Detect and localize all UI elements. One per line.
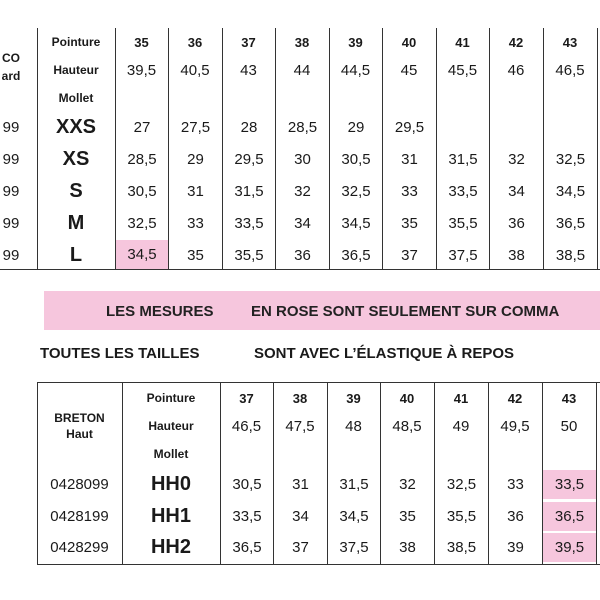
table2-hauteur-cell: 49,5: [500, 417, 530, 435]
table1-mollet-cell: 35,5: [234, 246, 264, 264]
table1-mollet-cell: 27,5: [180, 118, 211, 136]
table1-code-cell: 99: [2, 118, 20, 136]
table1-pointure-cell: 42: [508, 34, 524, 50]
table1-mollet-cell: 29: [347, 118, 365, 136]
table2-grid-hline: [37, 382, 600, 383]
table2-hauteur-cell: 46,5: [231, 417, 262, 435]
table2-hauteur-cell: 47,5: [285, 417, 315, 435]
table2-mollet-cell: 38: [399, 539, 416, 556]
table1-mollet-cell: 30: [294, 150, 311, 168]
table2-pointure-cell: 41: [453, 390, 469, 406]
table1-size-label: L: [69, 243, 83, 266]
table1-mollet-cell: 35,5: [448, 214, 478, 232]
table1-hauteur-cell: 40,5: [180, 61, 210, 79]
table2-mollet-cell: 37: [292, 539, 309, 556]
table2-size-label: HH0: [150, 472, 191, 495]
table1-mollet-cell: 28: [240, 118, 258, 136]
table1-mollet-cell: 31,5: [234, 182, 264, 200]
table2-size-label: HH2: [150, 535, 191, 558]
table2-mollet-cell: 35: [399, 508, 416, 525]
table2-grid-hline: [37, 564, 600, 565]
table2-mollet-cell: 39,5: [543, 533, 596, 562]
table1-hauteur-cell: 43: [240, 61, 257, 79]
table2-mollet-cell: 33,5: [543, 470, 596, 499]
table1-mollet-cell: 29,5: [394, 118, 425, 136]
table2-code-cell: 0428299: [50, 538, 109, 556]
table2-mollet-cell: 30,5: [232, 476, 262, 493]
table2-mollet-cell: 33,5: [232, 508, 262, 525]
table2-pointure-cell: 40: [399, 390, 415, 406]
table1-size-label: S: [69, 179, 83, 202]
table2-pointure-cell: 42: [507, 390, 523, 406]
table1-mollet-cell: 36,5: [555, 214, 586, 232]
table1-mollet-cell: 34,5: [555, 182, 586, 200]
table1-mollet-cell: 30,5: [341, 150, 371, 168]
table1-size-label: M: [67, 211, 85, 234]
table2-code-cell: 0428099: [50, 475, 109, 493]
table2-mollet-cell: 35,5: [446, 508, 477, 525]
table1-pointure-cell: 40: [401, 34, 417, 50]
table1-mollet-cell: 28,5: [127, 150, 157, 168]
table1-pointure-cell: 39: [348, 34, 363, 50]
table1-mollet-cell: 37,5: [448, 246, 478, 264]
table1-mollet-cell: 31: [187, 182, 204, 200]
table1-size-label: XS: [62, 147, 90, 170]
table2-row-label: Mollet: [153, 447, 189, 461]
table1-mollet-cell: 33,5: [448, 182, 478, 200]
table2-size-label: HH1: [150, 504, 191, 527]
table1-hauteur-cell: 39,5: [126, 61, 157, 79]
table1-pointure-cell: 36: [187, 34, 203, 50]
table1-code-cell: 99: [2, 150, 20, 168]
table1-hauteur-cell: 46: [507, 61, 525, 79]
table1-mollet-cell: 29: [187, 150, 204, 168]
table1-hauteur-cell: 45: [400, 61, 418, 79]
table1-mollet-cell: 34: [508, 182, 525, 200]
table2-mollet-cell: 33: [507, 476, 524, 493]
table1-mollet-cell: 36,5: [341, 246, 371, 264]
table2-pointure-cell: 37: [239, 390, 254, 406]
table1-mollet-cell: 35: [401, 214, 418, 232]
table2-row-label: Pointure: [146, 391, 196, 405]
table1-mollet-cell: 36: [508, 214, 525, 232]
table1-pointure-cell: 43: [562, 34, 578, 50]
table1-row-label: Hauteur: [53, 63, 99, 77]
table1-left-label: CO: [2, 51, 20, 65]
table2-mollet-cell: 36,5: [543, 502, 596, 531]
table1-row-label: Mollet: [58, 91, 94, 105]
banner-text-part2: EN ROSE SONT SEULEMENT SUR COMMA: [251, 303, 560, 320]
table1-mollet-cell: 32: [508, 150, 525, 168]
table1-pointure-cell: 41: [455, 34, 470, 50]
table1-mollet-cell: 31,5: [448, 150, 478, 168]
table1-pointure-cell: 37: [241, 34, 256, 50]
note-text-part1: TOUTES LES TAILLES: [40, 345, 200, 362]
table1-hauteur-cell: 45,5: [447, 61, 478, 79]
table1-mollet-cell: 38: [508, 246, 525, 264]
table2-mollet-cell: 34,5: [339, 508, 369, 525]
table1-code-cell: 99: [2, 214, 20, 232]
table1-mollet-cell: 37: [401, 246, 418, 264]
table2-mollet-cell: 38,5: [446, 539, 477, 556]
table1-mollet-cell: 36: [294, 246, 311, 264]
table2-mollet-cell: 31: [292, 476, 309, 493]
table1-mollet-cell: 32: [294, 182, 311, 200]
table2-row-label: Hauteur: [148, 419, 194, 433]
table1-mollet-cell: 34: [294, 214, 311, 232]
table2-mollet-cell: 36,5: [232, 539, 262, 556]
table2-mollet-cell: 36: [507, 508, 524, 525]
table1-mollet-cell: 28,5: [287, 118, 318, 136]
table2-pointure-cell: 43: [561, 390, 577, 406]
table1-mollet-cell: 32,5: [127, 214, 157, 232]
table1-code-cell: 99: [2, 246, 20, 264]
table2-hauteur-cell: 50: [560, 417, 578, 435]
table2-hauteur-cell: 48,5: [392, 417, 422, 435]
table2-mollet-cell: 37,5: [339, 539, 369, 556]
table1-mollet-cell: 29,5: [234, 150, 264, 168]
table1-hauteur-cell: 44: [293, 61, 311, 79]
table1-mollet-cell: 30,5: [127, 182, 157, 200]
table2-mollet-cell: 31,5: [339, 476, 369, 493]
table1-row-label: Pointure: [51, 35, 101, 49]
table1-hauteur-cell: 46,5: [555, 61, 585, 79]
table1-hauteur-cell: 44,5: [340, 61, 371, 79]
table1-left-label: ard: [1, 69, 21, 83]
table1-size-label: XXS: [55, 115, 97, 138]
table1-mollet-cell: 34,5: [341, 214, 371, 232]
table2-mollet-cell: 32,5: [446, 476, 477, 493]
table1-mollet-cell: 32,5: [555, 150, 586, 168]
table2-model-label: BRETON: [54, 411, 105, 425]
table1-code-cell: 99: [2, 182, 20, 200]
table2-pointure-cell: 38: [292, 390, 308, 406]
table2-mollet-cell: 32: [399, 476, 416, 493]
banner-text-part1: LES MESURES: [106, 303, 214, 320]
table1-mollet-cell: 33: [401, 182, 418, 200]
note-text-part2: SONT AVEC L’ÉLASTIQUE À REPOS: [254, 345, 515, 362]
table2-code-cell: 0428199: [50, 507, 109, 525]
table1-mollet-cell: 38,5: [555, 246, 586, 264]
table1-mollet-cell: 33: [187, 214, 204, 232]
table1-mollet-cell: 31: [401, 150, 418, 168]
table2-grid-vline: [596, 383, 597, 564]
table1-mollet-cell: 34,5: [116, 240, 168, 269]
table1-mollet-cell: 33,5: [234, 214, 264, 232]
table2-hauteur-cell: 49: [452, 417, 470, 435]
table1-mollet-cell: 32,5: [341, 182, 371, 200]
table1-mollet-cell: 35: [187, 246, 204, 264]
table2-hauteur-cell: 48: [345, 417, 362, 435]
table1-pointure-cell: 38: [294, 34, 310, 50]
table2-pointure-cell: 39: [346, 390, 361, 406]
table2-mollet-cell: 39: [507, 539, 524, 556]
table2-mollet-cell: 34: [292, 508, 309, 525]
table1-mollet-cell: 27: [133, 118, 151, 136]
table2-model-label: Haut: [66, 427, 93, 441]
table1-pointure-cell: 35: [134, 34, 149, 50]
